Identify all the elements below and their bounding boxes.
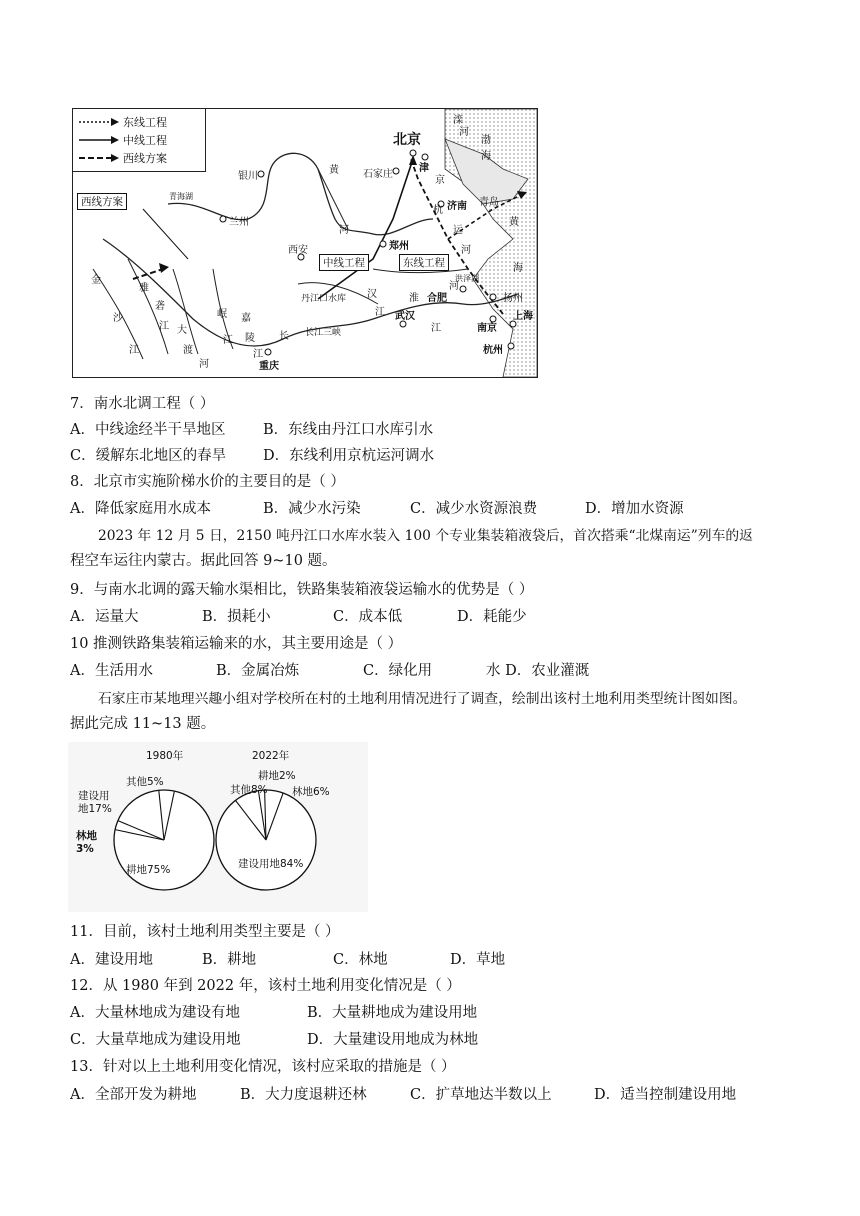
q11-stem: 11．目前，该村土地利用类型主要是（ ） <box>70 924 340 940</box>
q11-option-a: A．建设用地 <box>70 952 153 968</box>
legend-east-label: 东线工程 <box>123 116 167 129</box>
river-jing: 京 <box>435 175 445 186</box>
city-wuhan: 武汉 <box>395 311 415 322</box>
map-legend <box>73 109 206 172</box>
passage-1-line-1: 2023 年 12 月 5 日，2150 吨丹江口水库水装入 100 个专业集装箱液袋后，首次搭乘“北煤南运”列车的返 <box>98 528 753 544</box>
label-sanxia: 长江三峡 <box>305 328 342 338</box>
passage-1-line-2: 程空车运往内蒙古。据此回答 9~10 题。 <box>70 553 337 569</box>
pie-2022-label-other: 其他8% <box>230 784 268 796</box>
west-label-pointer <box>143 209 188 259</box>
passage-2-line-1: 石家庄市某地理兴趣小组对学校所在村的土地利用情况进行了调查，绘制出该村土地利用类型统计图如图。 <box>98 691 747 707</box>
q8-stem: 8．北京市实施阶梯水价的主要目的是（ ） <box>70 474 345 490</box>
river-jialing: 嘉 <box>241 313 251 324</box>
lake-qinghai: 青海湖 <box>169 192 193 201</box>
q8-option-d: D．增加水资源 <box>585 501 684 517</box>
river-he: 河 <box>449 281 459 292</box>
river-jiang-6: 江 <box>253 349 263 360</box>
pie-1980-label-other: 其他5% <box>126 776 164 788</box>
city-yangzhou: 扬州 <box>503 293 523 304</box>
river-hang: 杭 <box>433 205 443 216</box>
river-du: 渡 <box>183 345 193 356</box>
legend-west <box>79 151 167 165</box>
river-han: 汉 <box>367 289 377 300</box>
pie-2022-label-farmland: 耕地2% <box>258 770 296 782</box>
city-tianjin: 津 <box>419 163 429 174</box>
city-yinchuan: 银川 <box>238 171 258 182</box>
q7-option-c: C．缓解东北地区的春旱 <box>70 448 227 464</box>
q13-option-b: B．大力度退耕还林 <box>240 1087 367 1103</box>
river-ya: 雅 <box>139 283 149 294</box>
river-da: 大 <box>177 325 187 336</box>
city-zhengzhou: 郑州 <box>389 241 409 252</box>
q10-option-d: 水 D．农业灌溉 <box>486 663 590 679</box>
east-route-box: 东线工程 <box>399 254 449 271</box>
pie-2022-label-construction: 建设用地84% <box>238 858 304 870</box>
city-xian: 西安 <box>288 245 308 256</box>
city-qingdao: 青岛 <box>479 197 499 208</box>
legend-middle-label: 中线工程 <box>123 134 167 147</box>
river-jiang-3: 江 <box>129 345 139 356</box>
q8-option-c: C．减少水资源浪费 <box>410 501 538 517</box>
west-route-box: 西线方案 <box>77 193 127 210</box>
river-min: 岷 <box>217 309 227 320</box>
river-he-3: 河 <box>199 359 209 370</box>
river-long: 砻 <box>155 301 165 312</box>
legend-west-label: 西线方案 <box>123 152 167 165</box>
middle-route-line <box>318 159 413 299</box>
q12-option-c: C．大量草地成为建设用地 <box>70 1032 241 1048</box>
q11-option-c: C．林地 <box>333 952 388 968</box>
river-huai: 淮 <box>409 293 419 304</box>
q7-stem: 7．南水北调工程（ ） <box>70 396 215 412</box>
west-route-arrow <box>159 263 169 273</box>
legend-east-symbol <box>79 117 119 127</box>
river-he-2: 河 <box>461 245 471 256</box>
river-sha: 沙 <box>113 313 123 324</box>
river-jiang-2: 江 <box>375 307 385 318</box>
river-huang-1: 黄 <box>329 165 339 176</box>
city-hefei: 合肥 <box>427 293 447 304</box>
q10-option-b: B．金属冶炼 <box>216 663 300 679</box>
q9-option-c: C．成本低 <box>333 609 403 625</box>
q12-option-a: A．大量林地成为建设有地 <box>70 1005 240 1021</box>
yellow-river-branch <box>318 169 348 229</box>
legend-east <box>79 115 167 129</box>
legend-middle <box>79 133 167 147</box>
q9-option-b: B．损耗小 <box>202 609 271 625</box>
sea-hai: 海 <box>513 263 523 274</box>
pie-1980-label-forest: 林地 3% <box>76 830 97 855</box>
q8-option-b: B．减少水污染 <box>263 501 361 517</box>
river-chang: 长 <box>279 331 289 342</box>
river-huang-2: 河 <box>339 225 349 236</box>
q13-option-c: C．扩草地达半数以上 <box>410 1087 552 1103</box>
q10-option-c: C．绿化用 <box>363 663 433 679</box>
river-ling: 陵 <box>245 333 255 344</box>
q12-option-d: D．大量建设用地成为林地 <box>307 1032 479 1048</box>
city-nanjing: 南京 <box>477 323 497 334</box>
city-jinan: 济南 <box>447 201 467 212</box>
pie-charts-svg <box>68 742 368 912</box>
passage-2-line-2: 据此完成 11~13 题。 <box>70 716 216 732</box>
q9-option-d: D．耗能少 <box>457 609 527 625</box>
west-route-line <box>133 269 163 279</box>
sea-huang: 黄 <box>509 217 519 228</box>
label-hongze: 洪泽湖 <box>455 274 479 283</box>
river-jiang-4: 江 <box>159 321 169 332</box>
q8-option-a: A．降低家庭用水成本 <box>70 501 211 517</box>
city-shijiazhuang: 石家庄 <box>363 169 393 180</box>
pie-charts-figure <box>68 742 368 912</box>
q13-option-a: A．全部开发为耕地 <box>70 1087 197 1103</box>
middle-route-box: 中线工程 <box>319 254 369 271</box>
q10-stem: 10 推测铁路集装箱运输来的水，其主要用途是（ ） <box>70 636 403 652</box>
label-danjiangkou: 丹江口水库 <box>301 294 347 304</box>
sea-bo-2: 海 <box>481 151 491 162</box>
city-beijing: 北京 <box>393 132 421 148</box>
q7-option-a: A．中线途经半干旱地区 <box>70 422 226 438</box>
river-jiang: 江 <box>431 323 441 334</box>
q7-option-b: B．东线由丹江口水库引水 <box>263 422 434 438</box>
river-jin: 金 <box>91 275 101 286</box>
legend-middle-symbol <box>79 135 119 145</box>
q7-option-d: D．东线利用京杭运河调水 <box>263 448 435 464</box>
river-yun: 运 <box>453 225 463 236</box>
pie-1980-label-farmland: 耕地75% <box>126 864 171 876</box>
river-luan: 滦 <box>453 115 463 126</box>
river-jiang-5: 江 <box>223 335 233 346</box>
pie-2022-title: 2022年 <box>252 750 290 762</box>
sea-bo-1: 渤 <box>481 135 491 146</box>
yellow-river <box>168 153 433 234</box>
q11-option-b: B．耕地 <box>202 952 257 968</box>
q12-stem: 12．从 1980 年到 2022 年，该村土地利用变化情况是（ ） <box>70 978 461 994</box>
south-north-water-diversion-map <box>72 108 538 378</box>
pie-1980-title: 1980年 <box>146 750 184 762</box>
q13-option-d: D．适当控制建设用地 <box>594 1087 737 1103</box>
q10-option-a: A．生活用水 <box>70 663 153 679</box>
city-chongqing: 重庆 <box>259 361 279 372</box>
city-shanghai: 上海 <box>513 311 533 322</box>
pie-2022-label-forest: 林地6% <box>292 786 330 798</box>
q13-stem: 13．针对以上土地利用变化情况，该村应采取的措施是（ ） <box>70 1059 456 1075</box>
legend-west-symbol <box>79 153 119 163</box>
pie-1980-label-construction: 建设用 地17% <box>78 790 112 815</box>
city-hangzhou: 杭州 <box>483 345 503 356</box>
q11-option-d: D．草地 <box>450 952 506 968</box>
q12-option-b: B．大量耕地成为建设用地 <box>307 1005 478 1021</box>
q9-stem: 9．与南水北调的露天输水渠相比，铁路集装箱液袋运输水的优势是（ ） <box>70 582 534 598</box>
q9-option-a: A．运量大 <box>70 609 139 625</box>
river-luan-2: 河 <box>459 127 469 138</box>
city-lanzhou: 兰州 <box>229 217 249 228</box>
